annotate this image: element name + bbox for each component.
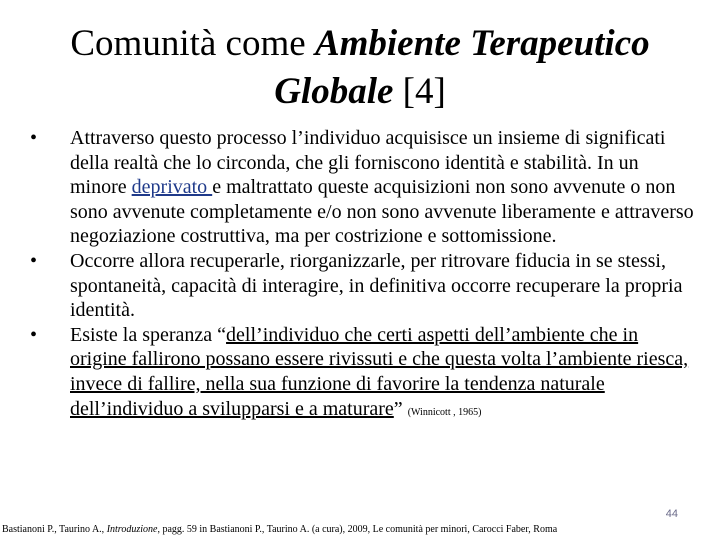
bullet-text-part: Esiste la speranza “ [70, 323, 227, 346]
footer-reference [2, 524, 557, 535]
bullet-text [70, 126, 695, 249]
bullet-text: Occorre allora recuperarle, riorganizzarle, per ritrovare fiducia in se stessi, spontaneità, capacità di interagire, in definitiva occorre recuperare la propria identità. [70, 249, 683, 322]
page-number: 44 [665, 508, 678, 520]
bullet-marker: • [30, 249, 38, 272]
bullet-item [30, 249, 695, 323]
footer-title-italic: Introduzione [106, 524, 158, 535]
bullet-text [70, 323, 695, 425]
winnicott-quote: dell’individuo che certi aspetti dell’ambiente che in origine fallirono possano essere rivissuti e che questa volta l’ambiente riesca, invece di fallire, nella sua funzione di favorire la tendenza naturale dell’individuo a svilupparsi e a maturare [70, 323, 689, 420]
bullet-item [30, 323, 695, 425]
bullet-text-part: Attraverso questo processo l’individuo acquisisce un insieme di significati della realtà che lo circonda, che gli forniscono identità e stabilità. In un minore [70, 127, 666, 199]
citation: (Winnicott , 1965) [407, 406, 482, 418]
bullet-item [30, 126, 695, 249]
footer-text: , pagg. 59 in Bastianoni P., Taurino A. (a cura), 2009, Le comunità per minori, Carocci Faber, Roma [157, 524, 558, 535]
title-text-emphasis-2: Globale [274, 71, 394, 112]
title-text-regular: Comunità come [70, 23, 315, 64]
title-reference: [4] [393, 71, 446, 112]
bullet-text-part: ” [393, 397, 408, 420]
bullet-list [30, 126, 695, 425]
hyperlink-deprivato[interactable]: deprivato [131, 176, 213, 199]
slide-title [0, 20, 720, 116]
footer-text: Bastianoni P., Taurino A., [2, 524, 107, 535]
bullet-text-part: e maltrattato queste acquisizioni non sono avvenute o non sono avvenute completamente e/o non sono avvenute liberamente e attraverso negoziazione costruttiva, ma per costrizione e sottomissione. [70, 176, 694, 248]
title-text-emphasis: Ambiente Terapeutico [314, 23, 650, 64]
bullet-marker: • [30, 127, 38, 149]
bullet-marker: • [30, 323, 38, 346]
